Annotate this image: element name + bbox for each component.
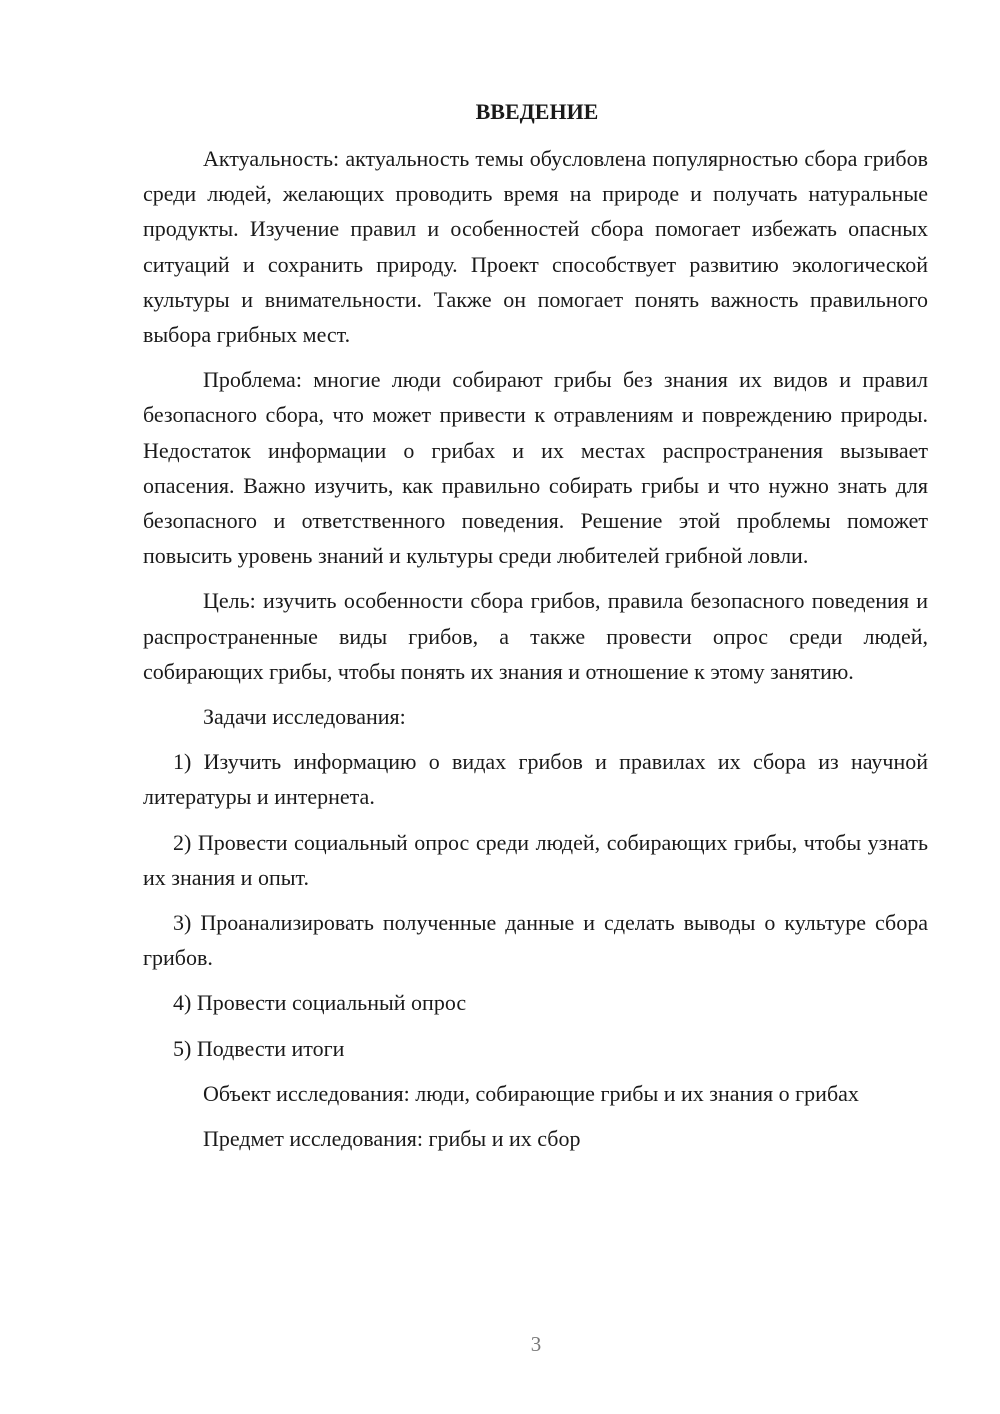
research-object: Объект исследования: люди, собирающие грибы и их знания о грибах xyxy=(203,1080,859,1106)
research-subject: Предмет исследования: грибы и их сбор xyxy=(203,1126,581,1152)
paragraph-goal: Цель: изучить особенности сбора грибов, правила безопасного поведения и распространенные виды грибов, а также провести опрос среди людей, собирающих грибы, чтобы понять их знания и отношение к этому занятию. xyxy=(143,588,928,684)
page-number: 3 xyxy=(530,1332,542,1356)
task-item-3: 3) Проанализировать полученные данные и сделать выводы о культуре сбора грибов. xyxy=(143,910,928,971)
paragraph-relevance: Актуальность: актуальность темы обусловлена популярностью сбора грибов среди людей, желающих проводить время на природе и получать натуральные продукты. Изучение правил и особенностей сбора помогает избежать опасных ситуаций и сохранить природу. Проект способствует развитию экологической культуры и внимательности. Также он помогает понять важность правильного выбора грибных мест. xyxy=(143,146,928,348)
task-item-5: 5) Подвести итоги xyxy=(173,1035,345,1061)
tasks-heading: Задачи исследования: xyxy=(203,704,406,730)
paragraph-problem: Проблема: многие люди собирают грибы без знания их видов и правил безопасного сбора, что может привести к отравлениям и повреждению природы. Недостаток информации о грибах и их местах распространения вызывает опасения. Важно изучить, как правильно собирать грибы и что нужно знать для безопасного и ответственного поведения. Решение этой проблемы поможет повысить уровень знаний и культуры среди любителей грибной ловли. xyxy=(143,367,928,569)
page-content xyxy=(143,94,928,1166)
page-title: ВВЕДЕНИЕ xyxy=(475,99,599,124)
task-item-2: 2) Провести социальный опрос среди людей, собирающих грибы, чтобы узнать их знания и опыт. xyxy=(143,829,928,890)
task-item-1: 1) Изучить информацию о видах грибов и правилах их сбора из научной литературы и интернета. xyxy=(143,749,928,810)
task-item-4: 4) Провести социальный опрос xyxy=(173,990,467,1016)
